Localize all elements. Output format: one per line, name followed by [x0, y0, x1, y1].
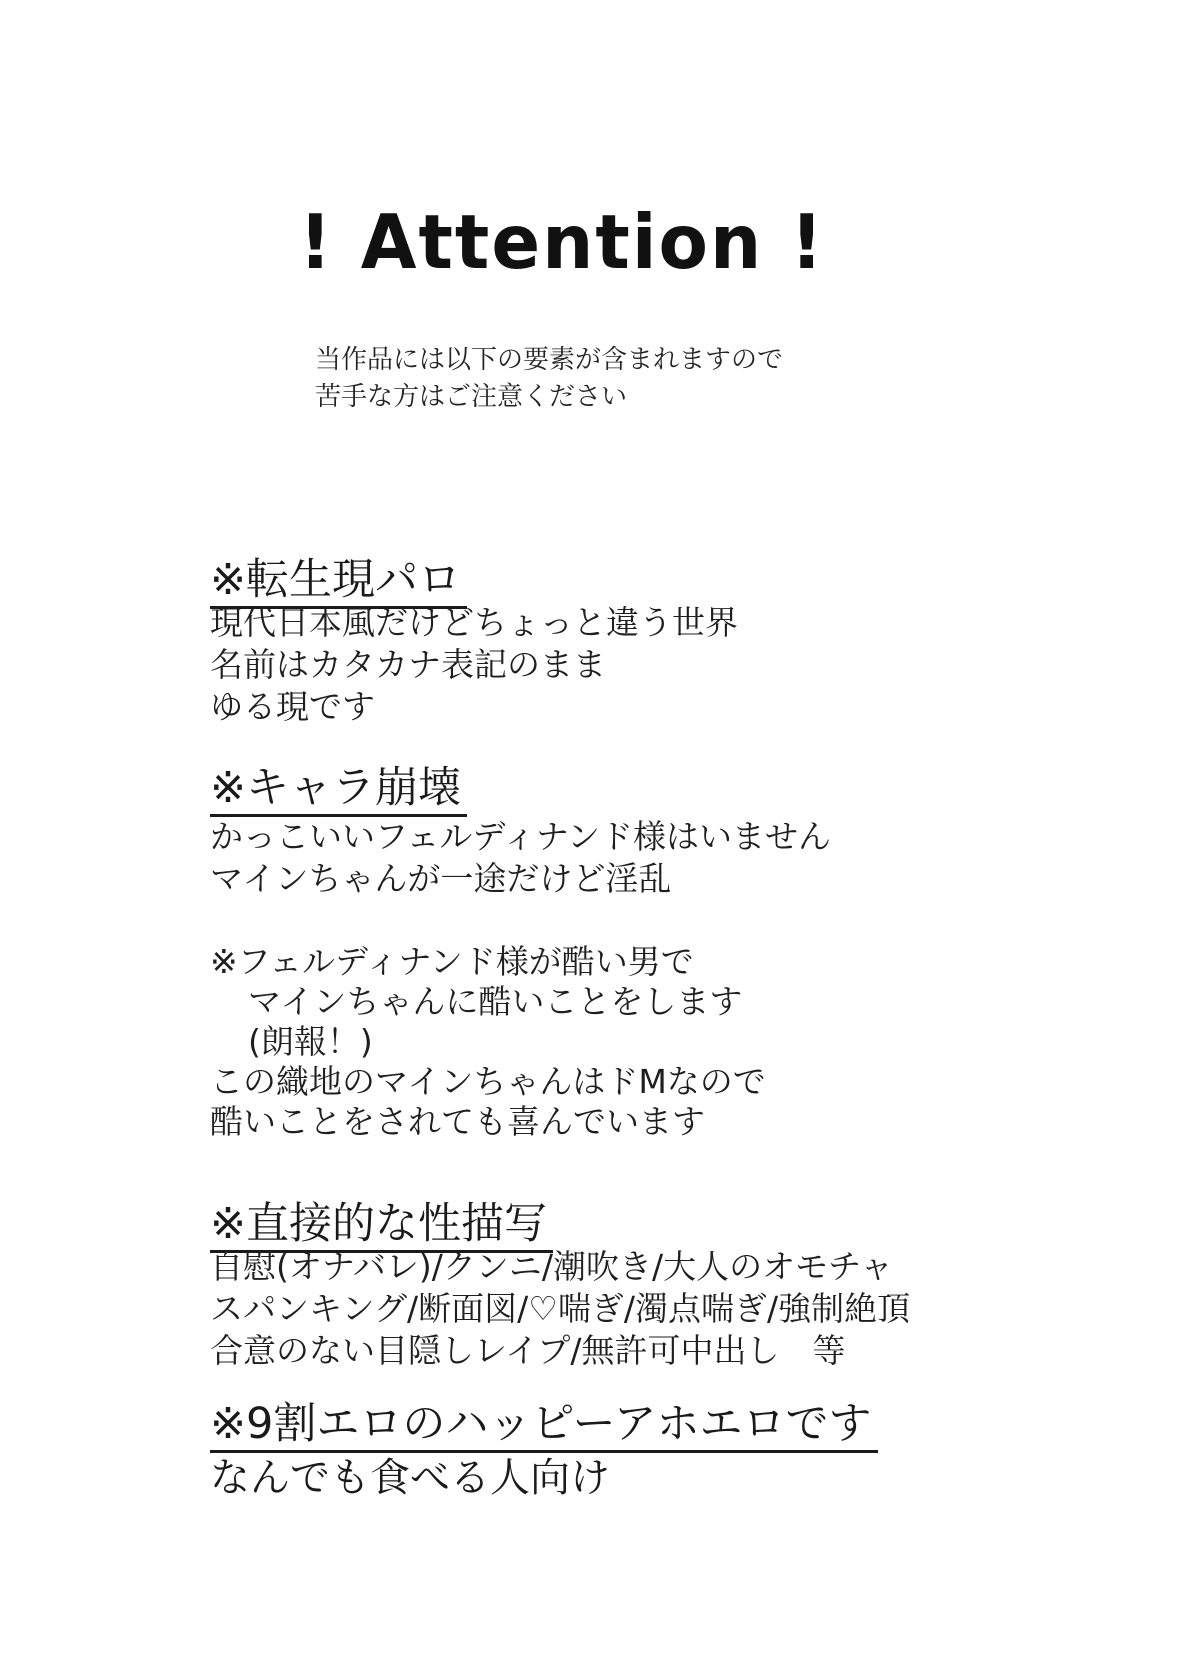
note-line: 酷いことをされても喜んでいます — [210, 1102, 705, 1141]
section-chara-body — [210, 816, 831, 900]
note-line: ※フェルディナンド様が酷い男で — [210, 942, 694, 981]
section-heading-chara: ※キャラ崩壊 — [210, 764, 467, 817]
intro-text — [315, 342, 783, 416]
body-line: かっこいいフェルディナンド様はいません — [210, 817, 832, 856]
body-line: マインちゃんが一途だけど淫乱 — [210, 859, 672, 898]
intro-line: 苦手な方はご注意ください — [315, 382, 628, 412]
section-chara — [210, 764, 467, 817]
note-line: この織地のマインちゃんはドMなので — [210, 1062, 766, 1101]
note-line: (朗報！) — [248, 1022, 373, 1061]
section-heading-reincarnation: ※転生現パロ — [210, 556, 467, 609]
page-title: ! Attention ! — [298, 198, 826, 286]
section-reincarnation-body — [210, 602, 738, 728]
body-line: ゆる現です — [210, 687, 375, 726]
section-heading-rating: ※9割エロのハッピーアホエロです — [210, 1400, 878, 1453]
body-line: 名前はカタカナ表記のまま — [210, 645, 606, 684]
section-heading-explicit: ※直接的な性描写 — [210, 1200, 553, 1253]
intro-line: 当作品には以下の要素が含まれますので — [315, 345, 784, 375]
body-line: 自慰(オナバレ)/クンニ/潮吹き/大人のオモチャ — [210, 1247, 894, 1286]
body-line: 現代日本風だけどちょっと違う世界 — [210, 603, 738, 642]
body-line: なんでも食べる人向け — [210, 1455, 610, 1501]
section-explicit-body — [210, 1246, 910, 1372]
body-line: 合意のない目隠しレイプ/無許可中出し 等 — [210, 1331, 846, 1370]
note-block — [210, 942, 766, 1142]
body-line: スパンキング/断面図/♡喘ぎ/濁点喘ぎ/強制絶頂 — [210, 1289, 911, 1328]
note-line: マインちゃんに酷いことをします — [248, 982, 743, 1021]
section-rating — [210, 1400, 878, 1453]
section-rating-body — [210, 1454, 610, 1502]
